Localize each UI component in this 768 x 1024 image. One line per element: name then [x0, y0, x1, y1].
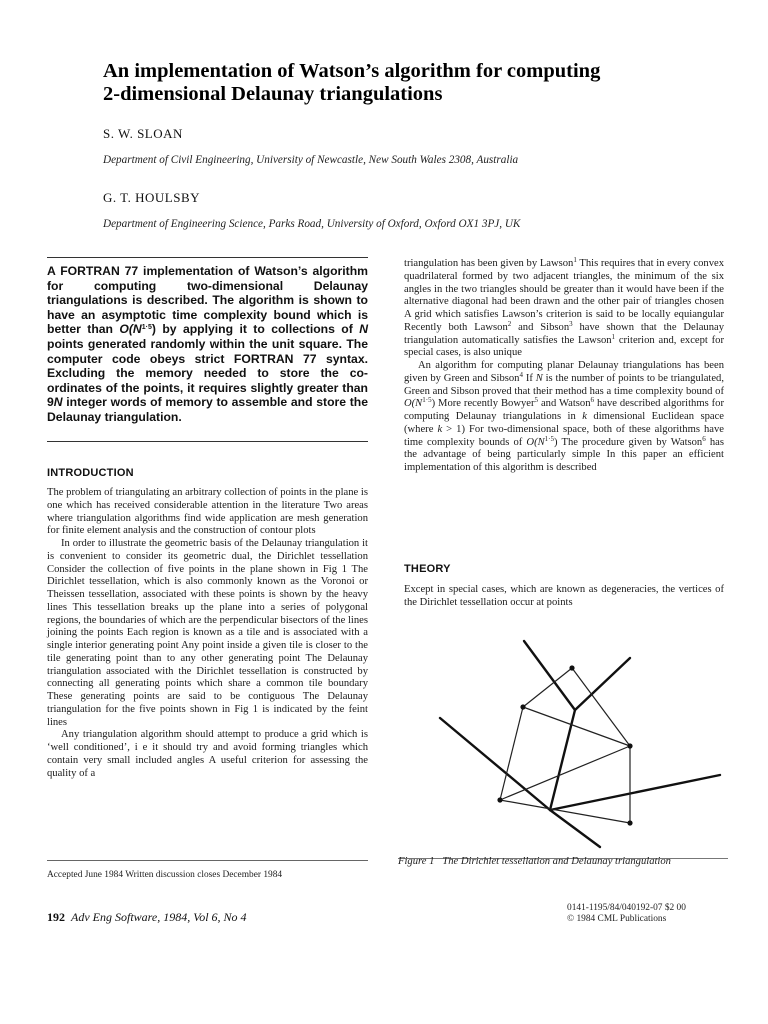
abstract-close-paren: ) — [151, 322, 156, 337]
right-paragraph-1: triangulation has been given by Lawson$^1$ This requires that in every convex quadrilateral formed by two adjacent triangles, the minimum of the six angles in the two triangles should be greater than it would have been if the alternative diagonal had been drawn and the other pair of triangles chosen A grid which satisfies Lawson’s criterion is said to be locally equiangular Recently both Lawson$^2$ and Sibson$^3$ have shown that the Delaunay triangulation automatically satisfies the Lawson$^1$ criterion and, except for special cases, is also unique — [404, 256, 725, 359]
abstract-N-2: N — [53, 395, 63, 410]
abstract — [47, 264, 368, 425]
delaunay-edge — [572, 668, 630, 746]
copyright-line: © 1984 CML Publications — [567, 914, 667, 924]
page-number: 192 — [47, 910, 65, 924]
footnote-rule — [47, 860, 368, 861]
intro-paragraph-2: In order to illustrate the geometric basis of the Delaunay triangulation it is convenient to consider its geometric dual, the Dirichlet tessellation Consider the collection of five points in the plane shown in Fig 1 The Dirichlet tessellation, which is also commonly known as the Voronoi or Theissen tessellation, associated with these points is shown by the heavy lines This tessellation breaks up the plane into a series of polygonal regions, the boundaries of which are the perpendicular bisectors of the lines joining the points Each region is known as a tile and is associated with a single interior generating point Any point inside a given tile is closer to the tile generating point than to any other generating point The Delaunay triangulation associated with the Dirichlet tessellation is constructed by connecting all generating points which share a common tile boundary These generating points are said to be contiguous The Delaunay triangulation for the five points shown in Fig 1 is indicated by the feint lines — [47, 538, 368, 728]
generating-point — [569, 665, 574, 670]
author-2-affiliation: Department of Engineering Science, Parks Road, University of Oxford, Oxford OX1 3PJ, UK — [103, 218, 521, 230]
author-1-name: S. W. SLOAN — [103, 126, 183, 141]
figure-1-caption — [398, 855, 728, 868]
abstract-N: N — [359, 322, 368, 337]
generating-point — [497, 797, 502, 802]
abstract-bigO: O(N — [119, 322, 142, 337]
paper-title-line-1: An implementation of Watson’s algorithm for computing — [103, 60, 601, 82]
paper-title — [103, 60, 723, 106]
journal-citation: Adv Eng Software, 1984, Vol 6, No 4 — [71, 910, 247, 924]
paper-title-line-2: 2-dimensional Delaunay triangulations — [103, 83, 443, 105]
introduction-heading: INTRODUCTION — [47, 467, 134, 479]
tessellation-edge — [550, 775, 720, 810]
abstract-text-3: points generated randomly within the unit square. The computer code obeys strict FORTRAN 77 syntax. Excluding the memory needed to store the co-ordinates of the points, it requires slightly greater than 9 — [47, 336, 368, 410]
abstract-top-rule — [47, 257, 368, 258]
author-1-affiliation: Department of Civil Engineering, University of Newcastle, New South Wales 2308, Australia — [103, 154, 519, 166]
figure-label: Figure 1 — [398, 856, 435, 867]
theory-paragraph-1: Except in special cases, which are known as degeneracies, the vertices of the Dirichlet tessellation occur at points — [404, 584, 724, 608]
figure-caption-text: The Dirichlet tessellation and Delaunay triangulation — [442, 856, 671, 867]
accepted-note: Accepted June 1984 Written discussion closes December 1984 — [47, 870, 283, 880]
generating-point — [520, 704, 525, 709]
right-paragraph-2: An algorithm for computing planar Delaunay triangulations has been given by Green and Sibson$^4$ If N is the number of points to be triangulated, Green and Sibson proved that their method has a time complexity bound of $O(N^{1\cdot 5})$ More recently Bowyer$^5$ and Watson$^6$ have described algorithms for computing Delaunay triangulations in k dimensional Euclidean space (where k > 1) For two-dimensional space, both of these algorithms have time complexity bounds of $O(N^{1\cdot 5})$ The procedure given by Watson$^6$ has the advantage of being particularly simple In this paper an efficient implementation of this algorithm is described — [404, 360, 724, 473]
page-folio — [47, 910, 247, 925]
intro-paragraph-3: Any triangulation algorithm should attempt to produce a grid which is ‘well conditioned’, i e it should try and avoid forming triangles which contain very small included angles A useful criterion for assessing the quality of a — [47, 729, 368, 779]
delaunay-edge — [523, 707, 630, 746]
introduction-body — [47, 487, 368, 780]
right-column-body — [404, 258, 724, 475]
issn-line: 0141-1195/84/040192-07 $2 00 — [567, 903, 686, 913]
abstract-text-2: by applying it to collections of — [155, 322, 360, 337]
generating-point — [627, 820, 632, 825]
figure-1-diagram — [430, 625, 730, 850]
intro-paragraph-1: The problem of triangulating an arbitrary collection of points in the plane is one which has received considerable attention in the literature Two areas where triangulation algorithms find wide application are mesh generation for finite element analysis and the construction of contour plots — [47, 487, 368, 537]
delaunay-edge — [500, 800, 630, 823]
generating-point — [627, 743, 632, 748]
abstract-exponent: 1·5 — [141, 324, 152, 332]
theory-body — [404, 584, 724, 610]
abstract-text-4: integer words of memory to assemble and store the Delaunay triangulation. — [47, 395, 368, 424]
author-2-name: G. T. HOULSBY — [103, 190, 201, 205]
tessellation-edge — [550, 810, 600, 847]
abstract-bottom-rule — [47, 441, 368, 442]
tessellation-edge — [440, 718, 550, 810]
abstract-text-1: A FORTRAN 77 implementation of Watson’s algorithm for computing two-dimensional Delaunay triangulations is described. The algorithm is shown to have an asymptotic time complexity bound which is better than — [47, 264, 368, 337]
theory-heading: THEORY — [404, 563, 451, 575]
